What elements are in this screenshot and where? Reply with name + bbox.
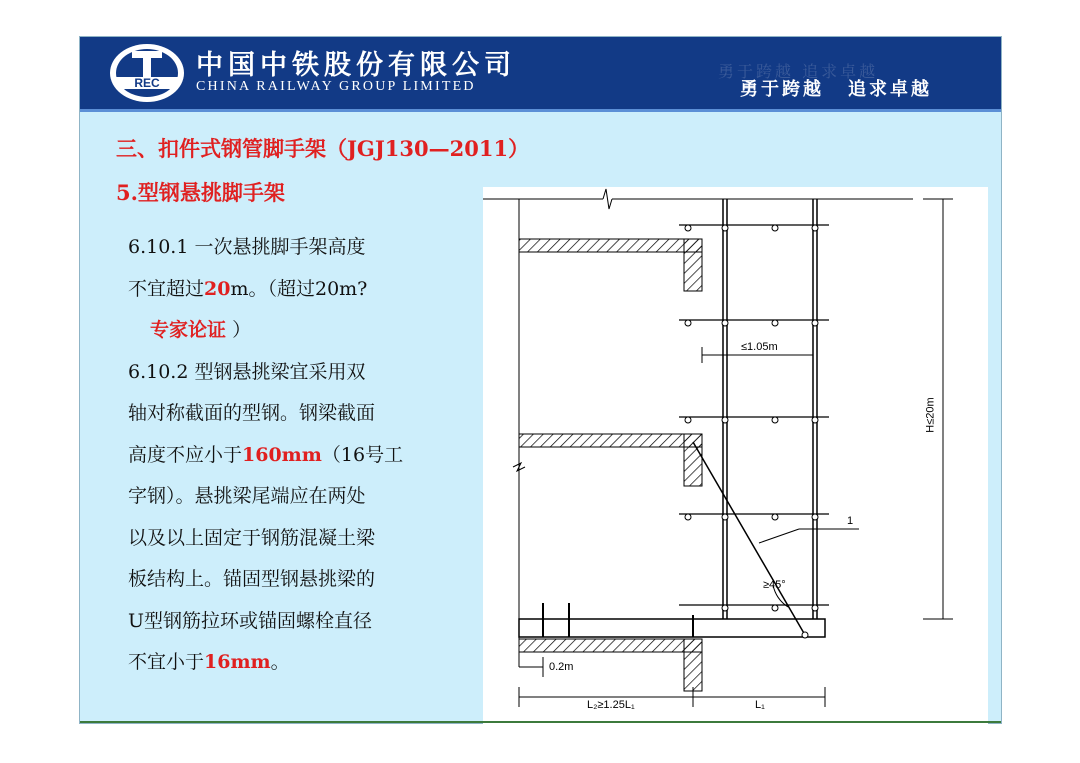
floor-slab-base [519, 639, 702, 691]
text-run: 。 [270, 651, 290, 673]
slogan-part-2: 追求卓越 [848, 79, 932, 100]
clause-text [128, 227, 458, 684]
highlight-value: 160mm [242, 443, 322, 466]
slogan [740, 75, 956, 101]
subsection-title: 5.型钢悬挑脚手架 [116, 180, 285, 205]
clause-line: 6.10.1 一次悬挑脚手架高度 [128, 236, 366, 258]
clause-line: 轴对称截面的型钢。钢梁截面 [128, 402, 376, 424]
company-name-cn: 中国中铁股份有限公司 [196, 50, 516, 81]
slogan-watermark: 勇于跨越 追求卓越 [718, 62, 879, 81]
text-run: 不宜小于 [128, 651, 205, 673]
clause-line [128, 435, 458, 477]
footer-line [80, 721, 1001, 723]
slide [79, 36, 1002, 724]
clause-line: 以及以上固定于钢筋混凝土梁 [128, 526, 376, 549]
tie-rod [693, 442, 805, 635]
cantilever-length-label: L₁ [755, 699, 765, 711]
highlight-value: 20 [204, 277, 231, 300]
clause-line: 字钢）。悬挑梁尾端应在两处 [128, 485, 366, 507]
clause-line [128, 310, 458, 352]
height-label: H≤20m [924, 397, 937, 433]
header-banner [80, 37, 1001, 109]
header-divider [80, 109, 1001, 112]
logo-text: REC [134, 76, 160, 90]
floor-slab-middle [519, 434, 702, 486]
clause-line [128, 269, 458, 311]
company-logo-icon [106, 41, 188, 105]
company-name-en: CHINA RAILWAY GROUP LIMITED [196, 79, 476, 94]
cantilever-steel-beam [519, 619, 825, 637]
spacing-label: ≤1.05m [741, 341, 778, 353]
text-run: m。（超过20m? [230, 277, 368, 300]
highlight-value: 16mm [204, 651, 271, 673]
scaffold-section-drawing [483, 187, 988, 724]
text-run: 高度不应小于 [128, 443, 243, 466]
clause-line: 板结构上。锚固型钢悬挑梁的 [128, 568, 376, 590]
clause-line: 6.10.2 型钢悬挑梁宜采用双 [128, 360, 366, 383]
text-run: ） [232, 319, 252, 341]
slogan-part-1: 勇于跨越 [740, 79, 824, 100]
clause-line [128, 642, 458, 684]
text-run: （16号工 [321, 443, 404, 466]
callout-leader [759, 529, 799, 543]
text-run: 不宜超过 [128, 277, 205, 300]
beam-offset-label: 0.2m [549, 661, 574, 673]
floor-slab-upper [519, 239, 702, 291]
couplers [685, 225, 818, 611]
clause-line: U型钢筋拉环或锚固螺栓直径 [128, 609, 373, 632]
section-title: 三、扣件式钢管脚手架（JGJ130—2011） [116, 136, 530, 161]
break-mark [603, 189, 612, 209]
anchor-length-label: L₂≥1.25L₁ [587, 699, 635, 711]
highlight-expert-review: 专家论证 [150, 319, 227, 341]
scaffold-diagram [483, 187, 988, 724]
angle-label: ≥45° [763, 579, 786, 591]
callout-number: 1 [847, 515, 854, 527]
wall-break-mark [513, 463, 525, 471]
